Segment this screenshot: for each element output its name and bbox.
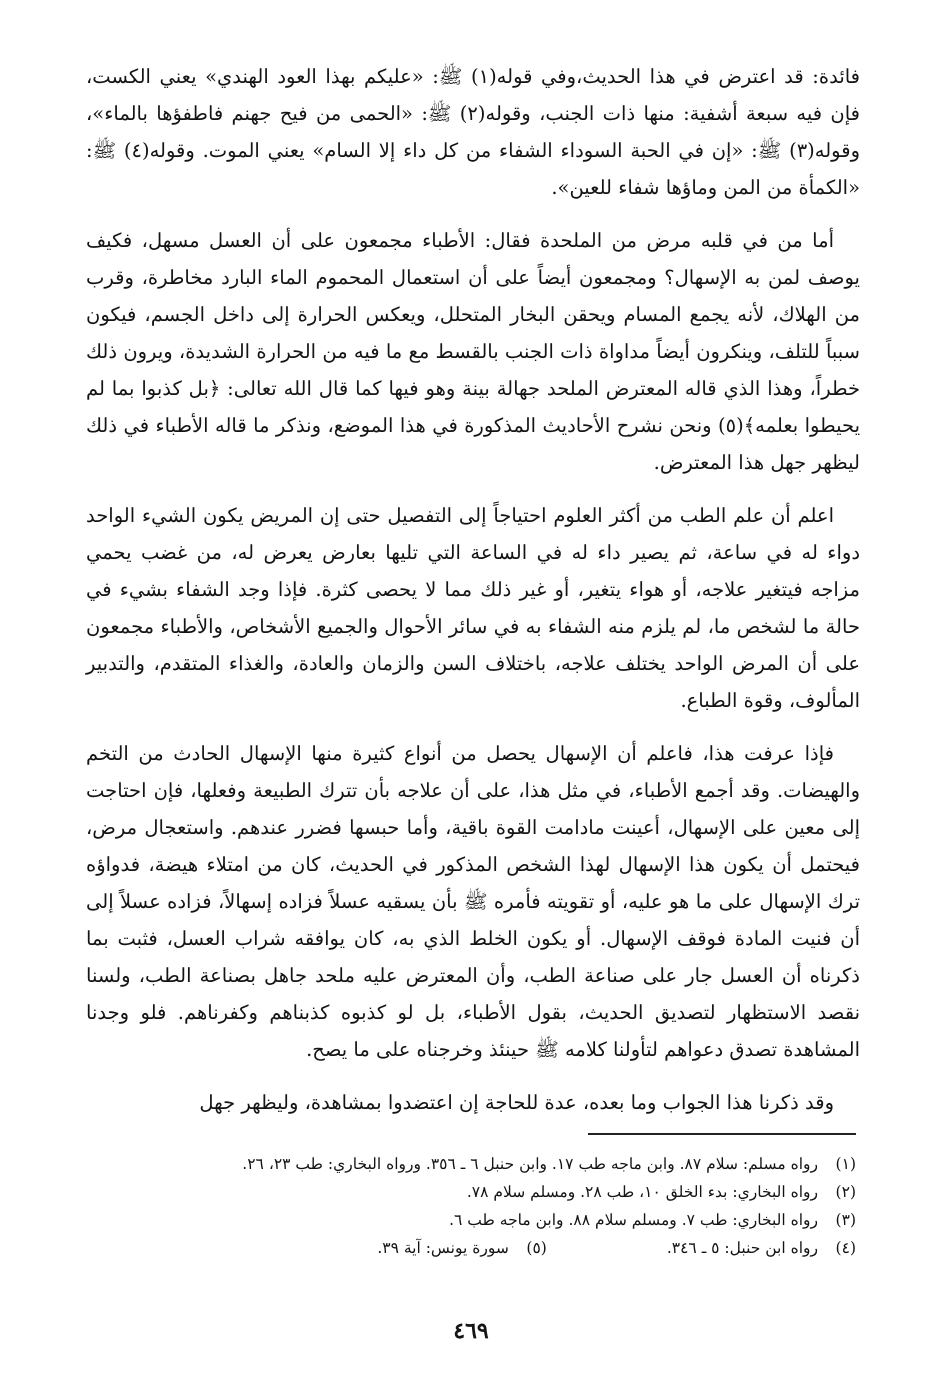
page-number: ٤٦٩ [453,1318,489,1344]
footnote-number: (٣) [835,1211,856,1229]
footnote-text: رواه مسلم: سلام ٨٧. وابن ماجه طب ١٧. وابن حنبل ٦ ـ ٣٥٦. ورواه البخاري: طب ٢٣، ٢٦. [242,1155,818,1173]
footnote-1 [86,1150,856,1178]
paragraph-objection: أما من في قلبه مرض من الملحدة فقال: الأطباء مجمعون على أن العسل مسهل، فكيف يوصف لمن به الإسهال؟ ومجمعون أيضاً على أن استعمال المحموم الماء البارد مخاطرة، وقرب من الهلاك، لأنه يجمع المسام ويحقن البخار المتحلل، ويعكس الحرارة إلى داخل الجسم، فيكون سبباً للتلف، وينكرون أيضاً مداواة ذات الجنب بالقسط مع ما فيه من الحرارة الشديدة، ويرون ذلك خطراً، وهذا الذي قاله المعترض الملحد جهالة بينة وهو فيها كما قال الله تعالى: ﴿بل كذبوا بما لم يحيطوا بعلمه﴾(٥) ونحن نشرح الأحاديث المذكورة في هذا الموضع، ونذكر ما قاله الأطباء في ذلك ليظهر جهل هذا المعترض. [86,229,860,474]
footnote-number: (٤) [835,1239,856,1257]
footnote-number: (١) [835,1155,856,1173]
footnote-number: (٢) [835,1183,856,1201]
paragraph-diarrhea: فإذا عرفت هذا، فاعلم أن الإسهال يحصل من أنواع كثيرة منها الإسهال الحادث من التخم والهيضات. وقد أجمع الأطباء، في مثل هذا، على أن علاجه بأن تترك الطبيعة وفعلها، فإن احتاجت إلى معين على الإسهال، أعينت مادامت القوة باقية، وأما حبسها فضرر عندهم. واستعجال مرض، فيحتمل أن يكون هذا الإسهال لهذا الشخص المذكور في الحديث، كان من امتلاء هيضة، فدواؤه ترك الإسهال على ما هو عليه، أو تقويته فأمره ﷺ بأن يسقيه عسلاً فزاده إسهالاً، فزاده عسلاً إلى أن فنيت المادة فوقف الإسهال. أو يكون الخلط الذي به، كان يوافقه شراب العسل، فثبت بما ذكرناه أن العسل جار على صناعة الطب، وأن المعترض عليه ملحد جاهل بصناعة الطب، ولسنا نقصد الاستظهار لتصديق الحديث، بقول الأطباء، بل لو كذبوه كذبناهم وكفرناهم. فلو وجدنا المشاهدة تصدق دعواهم لتأولنا كلامه ﷺ حينئذ وخرجناه على ما يصح. [86,742,860,1061]
paragraph-continuation: وقد ذكرنا هذا الجواب وما بعده، عدة للحاجة إن اعتضدوا بمشاهدة، وليظهر جهل [199,1091,834,1114]
footnote-divider [588,1133,856,1135]
footnote-text: رواه ابن حنبل: ٥ ـ ٣٤٦. [666,1239,818,1257]
footnote-3 [86,1206,856,1234]
footnote-text: رواه البخاري: بدء الخلق ١٠، طب ٢٨. ومسلم سلام ٧٨. [466,1183,818,1201]
footnote-text: رواه البخاري: طب ٧. ومسلم سلام ٨٨. وابن ماجه طب ٦. [449,1211,818,1229]
footnote-spacer [547,1234,667,1262]
paragraph-medicine: اعلم أن علم الطب من أكثر العلوم احتياجاً إلى التفصيل حتى إن المريض يكون الشيء الواحد دواء له في ساعة، ثم يصير داء له في الساعة التي تليها بعارض يعرض له، من غضب يحمي مزاجه فيتغير علاجه، أو هواء يتغير، أو غير ذلك مما لا يحصى كثرة. فإذا وجد الشفاء بشيء في حالة ما لشخص ما، لم يلزم منه الشفاء به في سائر الأحوال والجميع الأشخاص، والأطباء مجمعون على أن المرض الواحد يختلف علاجه، باختلاف السن والزمان والعادة، والغذاء المتقدم، والتدبير المألوف، وقوة الطباع. [86,504,860,712]
footnotes [86,1150,856,1262]
paragraph-faida: فائدة: قد اعترض في هذا الحديث،وفي قوله(١) ﷺ: «عليكم بهذا العود الهندي» يعني الكست، فإن فيه سبعة أشفية: منها ذات الجنب، وقوله(٢) ﷺ: «الحمى من فيح جهنم فاطفؤها بالماء»، وقوله(٣) ﷺ: «إن في الحبة السوداء الشفاء من كل داء إلا السام» يعني الموت. وقوله(٤) ﷺ: «الكمأة من المن وماؤها شفاء للعين». [86,65,861,199]
footnote-2 [86,1178,856,1206]
footnote-number: (٥) [526,1239,547,1257]
footnote-text: سورة يونس: آية ٣٩. [377,1239,509,1257]
footnote-4 [86,1234,856,1262]
